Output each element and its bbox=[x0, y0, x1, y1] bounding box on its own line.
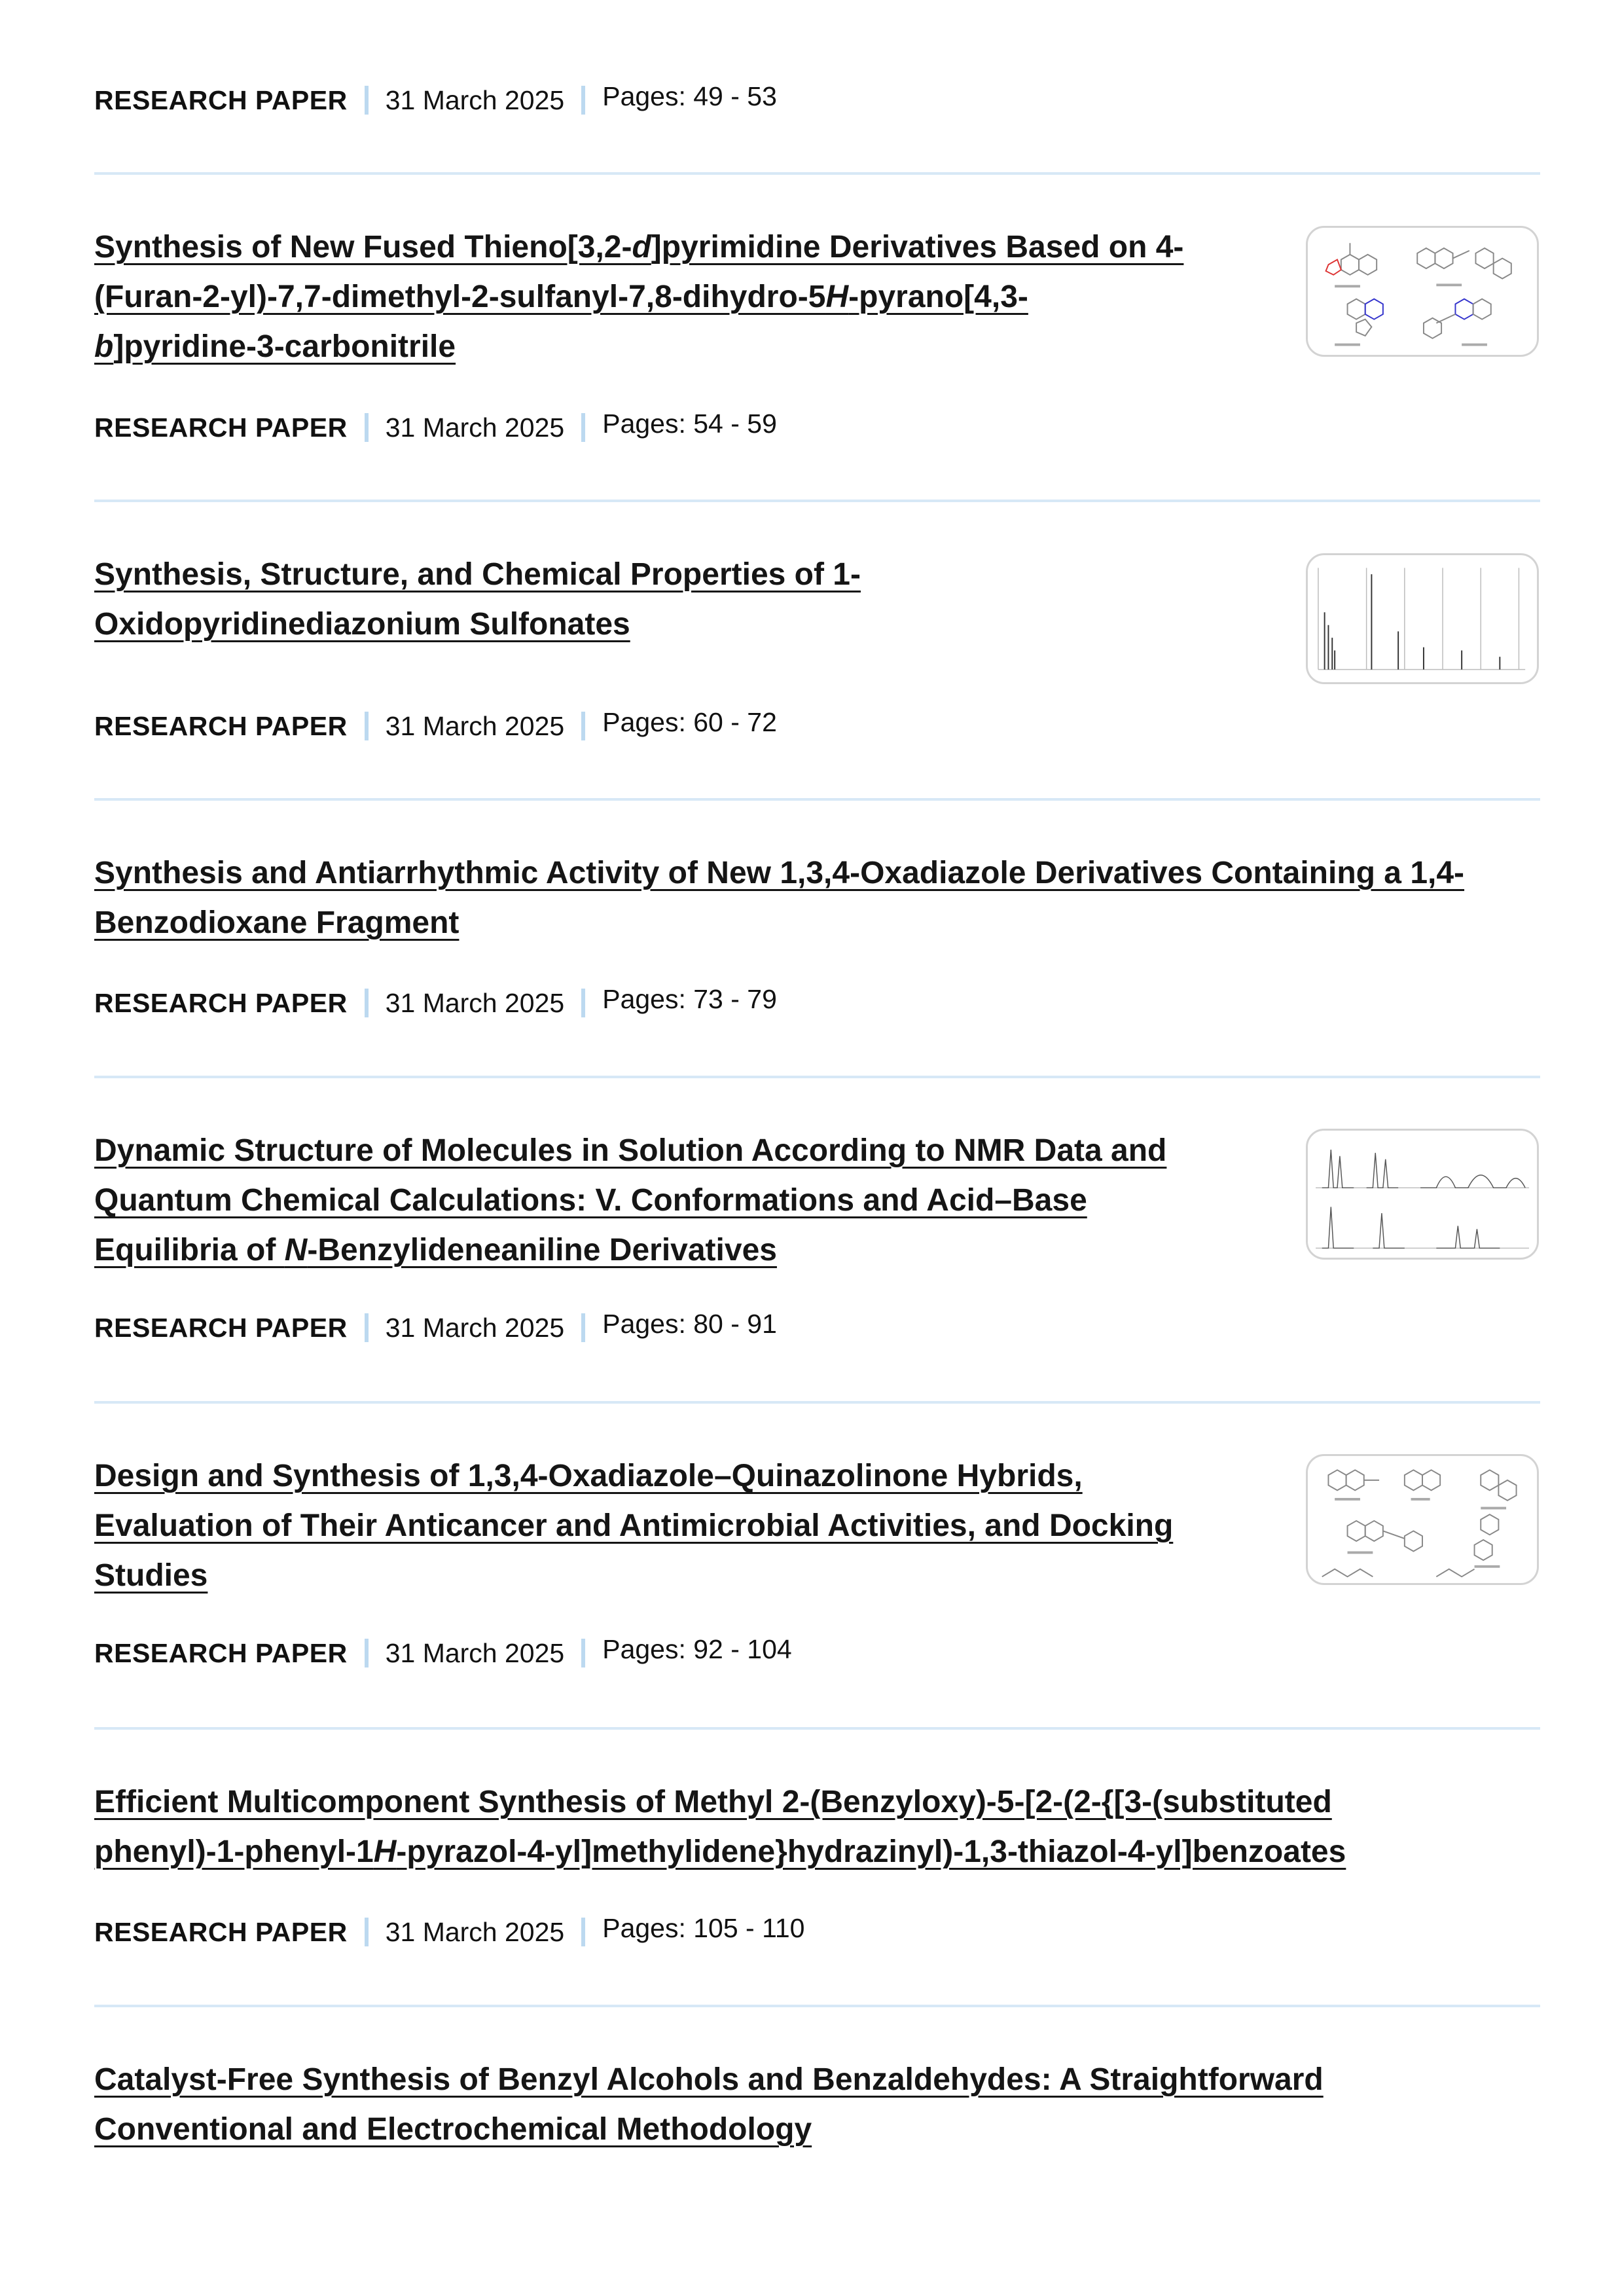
title-text[interactable]: Benzodioxane Fragment bbox=[94, 905, 460, 940]
separator bbox=[365, 712, 369, 740]
article-pages: Pages: 92 - 104 bbox=[602, 1633, 792, 1664]
title-text[interactable]: -pyrano[4,3- bbox=[848, 280, 1028, 314]
article-type: RESEARCH PAPER bbox=[94, 1312, 348, 1343]
divider bbox=[94, 798, 1540, 801]
article-meta bbox=[94, 1912, 804, 1952]
chemical-structures-thumbnail[interactable] bbox=[1306, 226, 1539, 357]
article-pages: Pages: 54 - 59 bbox=[602, 408, 777, 439]
article-type: RESEARCH PAPER bbox=[94, 987, 348, 1018]
article-date: 31 March 2025 bbox=[385, 1312, 565, 1343]
divider bbox=[94, 1401, 1540, 1404]
article-meta bbox=[94, 408, 777, 447]
article-type: RESEARCH PAPER bbox=[94, 1637, 348, 1668]
article-title-link[interactable] bbox=[94, 1451, 1173, 1601]
title-text[interactable]: Synthesis of New Fused Thieno[3,2- bbox=[94, 230, 632, 264]
article-meta bbox=[94, 81, 777, 120]
article-meta bbox=[94, 983, 777, 1023]
title-text[interactable]: Catalyst-Free Synthesis of Benzyl Alcohols and Benzaldehydes: A Straightforward bbox=[94, 2062, 1324, 2097]
separator bbox=[365, 413, 369, 442]
article-type: RESEARCH PAPER bbox=[94, 84, 348, 115]
separator bbox=[365, 1313, 369, 1342]
title-text[interactable]: phenyl)-1-phenyl-1 bbox=[94, 1834, 374, 1869]
spectrum-chart-thumbnail[interactable] bbox=[1306, 553, 1539, 684]
separator bbox=[581, 413, 585, 442]
title-text[interactable]: Conventional and Electrochemical Methodology bbox=[94, 2112, 812, 2147]
article-meta bbox=[94, 1308, 777, 1347]
article-date: 31 March 2025 bbox=[385, 1637, 565, 1668]
hybrid-structures-thumbnail[interactable] bbox=[1306, 1454, 1539, 1585]
title-text-italic[interactable]: N bbox=[284, 1233, 308, 1267]
article-title-link[interactable] bbox=[94, 550, 861, 649]
title-text[interactable]: Synthesis, Structure, and Chemical Properties of 1- bbox=[94, 557, 861, 592]
structure-drawing bbox=[1308, 1456, 1537, 1583]
separator bbox=[365, 1918, 369, 1946]
title-text[interactable]: Equilibria of bbox=[94, 1233, 285, 1267]
title-text[interactable]: ]pyrimidine Derivatives Based on 4- bbox=[651, 230, 1184, 264]
separator bbox=[581, 1313, 585, 1342]
nmr-spectra-thumbnail[interactable] bbox=[1306, 1129, 1539, 1260]
title-text[interactable]: -Benzylideneaniline Derivatives bbox=[307, 1233, 777, 1267]
article-type: RESEARCH PAPER bbox=[94, 412, 348, 443]
title-text[interactable]: Synthesis and Antiarrhythmic Activity of New 1,3,4-Oxadiazole Derivatives Containing a 1,4- bbox=[94, 856, 1465, 890]
structure-drawing bbox=[1308, 228, 1537, 355]
article-date: 31 March 2025 bbox=[385, 412, 565, 443]
title-text[interactable]: (Furan-2-yl)-7,7-dimethyl-2-sulfanyl-7,8-dihydro-5 bbox=[94, 280, 826, 314]
article-title-link[interactable] bbox=[94, 1777, 1346, 1877]
title-text[interactable]: -pyrazol-4-yl]methylidene}hydrazinyl)-1,3-thiazol-4-yl]benzoates bbox=[396, 1834, 1346, 1869]
title-text[interactable]: Dynamic Structure of Molecules in Solution According to NMR Data and bbox=[94, 1133, 1167, 1168]
separator bbox=[581, 989, 585, 1017]
article-date: 31 March 2025 bbox=[385, 84, 565, 115]
article-date: 31 March 2025 bbox=[385, 1916, 565, 1947]
title-text[interactable]: Efficient Multicomponent Synthesis of Methyl 2-(Benzyloxy)-5-[2-(2-{[3-(substituted bbox=[94, 1785, 1332, 1819]
divider bbox=[94, 1076, 1540, 1078]
separator bbox=[581, 1918, 585, 1946]
title-text[interactable]: Oxidopyridinediazonium Sulfonates bbox=[94, 607, 630, 642]
separator bbox=[365, 1639, 369, 1667]
title-text[interactable]: Studies bbox=[94, 1558, 208, 1593]
separator bbox=[581, 86, 585, 115]
title-text[interactable]: Evaluation of Their Anticancer and Antimicrobial Activities, and Docking bbox=[94, 1508, 1174, 1543]
separator bbox=[581, 712, 585, 740]
divider bbox=[94, 2005, 1540, 2007]
nmr-drawing bbox=[1308, 1131, 1537, 1258]
article-meta bbox=[94, 706, 777, 746]
article-title-link[interactable] bbox=[94, 848, 1464, 948]
article-pages: Pages: 105 - 110 bbox=[602, 1912, 805, 1943]
article-type: RESEARCH PAPER bbox=[94, 710, 348, 741]
spectrum-drawing bbox=[1308, 555, 1537, 682]
title-text[interactable]: Quantum Chemical Calculations: V. Conformations and Acid–Base bbox=[94, 1183, 1087, 1218]
title-text-italic[interactable]: b bbox=[94, 329, 114, 364]
separator bbox=[365, 989, 369, 1017]
title-text-italic[interactable]: H bbox=[825, 280, 849, 314]
divider bbox=[94, 1727, 1540, 1730]
title-text-italic[interactable]: d bbox=[632, 230, 651, 264]
title-text[interactable]: ]pyridine-3-carbonitrile bbox=[113, 329, 456, 364]
divider bbox=[94, 172, 1540, 175]
article-pages: Pages: 80 - 91 bbox=[602, 1308, 777, 1339]
article-title-link[interactable] bbox=[94, 2055, 1324, 2155]
article-date: 31 March 2025 bbox=[385, 987, 565, 1018]
separator bbox=[581, 1639, 585, 1667]
article-title-link[interactable] bbox=[94, 1126, 1166, 1275]
article-title-link[interactable] bbox=[94, 223, 1183, 372]
article-pages: Pages: 49 - 53 bbox=[602, 81, 777, 111]
divider bbox=[94, 500, 1540, 502]
title-text[interactable]: Design and Synthesis of 1,3,4-Oxadiazole–Quinazolinone Hybrids, bbox=[94, 1459, 1083, 1493]
separator bbox=[365, 86, 369, 115]
article-pages: Pages: 60 - 72 bbox=[602, 706, 777, 737]
article-date: 31 March 2025 bbox=[385, 710, 565, 741]
article-meta bbox=[94, 1633, 792, 1673]
article-type: RESEARCH PAPER bbox=[94, 1916, 348, 1947]
title-text-italic[interactable]: H bbox=[373, 1834, 397, 1869]
article-pages: Pages: 73 - 79 bbox=[602, 983, 777, 1014]
